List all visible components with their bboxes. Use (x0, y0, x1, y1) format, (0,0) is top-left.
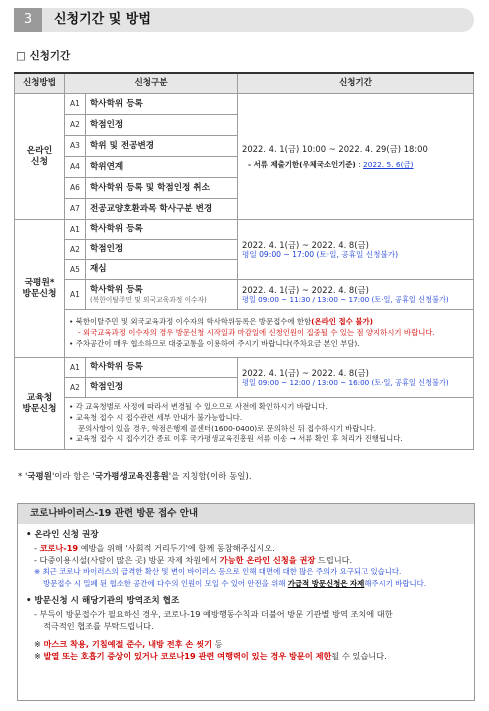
row-name: 재심 (86, 260, 238, 280)
row-name: 학점인정 (86, 378, 238, 398)
footnote: * '국평원'이라 함은 '국가평생교육진흥원'을 지칭함(이하 동일). (18, 472, 252, 482)
row-code: A5 (65, 260, 86, 280)
visit-period-2: 2022. 4. 1(금) ~ 2022. 4. 8(금) 평일 09:00 ~ 11:30 / 13:00 ~ 17:00 (토·일, 공휴일 신청불가) (238, 280, 474, 310)
row-name: 전공교양호환과목 학사구분 변경 (86, 199, 238, 220)
row-code: A1 (65, 94, 86, 115)
section-title: 신청기간 및 방법 (54, 12, 151, 27)
row-code: A7 (65, 199, 86, 220)
row-name: 학점인정 (86, 240, 238, 260)
visit-period: 2022. 4. 1(금) ~ 2022. 4. 8(금) 평일 09:00 ~ 17:00 (토·일, 공휴일 신청불가) (238, 220, 474, 280)
row-name: 학점인정 (86, 115, 238, 136)
covid-notice-title: 코로나바이러스-19 관련 방문 접수 안내 (18, 504, 474, 524)
table-row (15, 310, 474, 358)
method-online: 온라인 신청 (15, 94, 65, 220)
row-name: 학사학위 등록 (북한이탈주민 및 외국교육과정 이수자) (86, 280, 238, 310)
row-code: A2 (65, 378, 86, 398)
row-code: A2 (65, 240, 86, 260)
row-name: 학사학위 등록 (86, 358, 238, 378)
section-number: 3 (14, 8, 42, 32)
row-code: A1 (65, 358, 86, 378)
row-code: A1 (65, 280, 86, 310)
table-row (15, 94, 474, 115)
table-row (15, 358, 474, 378)
row-code: A2 (65, 115, 86, 136)
row-code: A3 (65, 136, 86, 157)
row-name: 학사학위 등록 (86, 94, 238, 115)
row-name: 학위연계 (86, 157, 238, 178)
section-header (14, 8, 474, 32)
covid-notice-box (17, 503, 475, 701)
row-name: 학위 및 전공변경 (86, 136, 238, 157)
visit-notes: • 북한이탈주민 및 외국교육과정 이수자의 학사학위등록은 방문접수에 한함(온라인 접수 불가) - 외국교육과정 이수자의 경우 방문신청 시작일과 마감일에 신청인원이 집중될 수 있는 점 양지하시기 바랍니다. • 주차공간이 매우 협소하므로 대중교통을 이용하여 주시기 바랍니다(주차요금 본인 부담). (65, 310, 474, 358)
online-period: 2022. 4. 1(금) 10:00 ~ 2022. 4. 29(금) 18:00 - 서류 제출기한(우체국소인기준) : 2022. 5. 6(금) (238, 94, 474, 220)
table-header-row (15, 73, 474, 94)
row-code: A1 (65, 220, 86, 240)
method-office: 교육청 방문신청 (15, 358, 65, 450)
row-code: A6 (65, 178, 86, 199)
covid-notice-body: • 온라인 신청 권장 - 코로나-19 예방을 위해 '사회적 거리두기'에 함께 동참해주십시오. - 다중이용시설(사람이 많은 곳) 방문 자제 차원에서 가능한 온라인 신청을 권장 드립니다. ※ 최근 코로나 바이러스의 급격한 확산 및 변이 바이러스 등으로 인해 대면에 대한 많은 주의가 요구되고 있습니다. 방문접수 시 밀폐 된 협소한 공간에 다수의 인원이 모일 수 있어 안전을 위해 가급적 방문신청은 자제해주시기 바랍니다. • 방문신청 시 해당기관의 방역조치 협조 - 부득이 방문접수가 필요하신 경우, 코로나-19 예방행동수칙과 더불어 방문 기관별 방역 조치에 대한 적극적인 협조를 부탁드립니다. ※ 마스크 착용, 기침예절 준수, 내방 전후 손 씻기 등 ※ 발열 또는 호흡기 증상이 있거나 코로나19 관련 여행력이 있는 경우 방문이 제한될 수 있습니다. (26, 530, 427, 662)
method-visit: 국평원* 방문신청 (15, 220, 65, 358)
header-type: 신청구분 (65, 73, 238, 94)
office-notes: • 각 교육청별로 사정에 따라서 변경될 수 있으므로 사전에 확인하시기 바랍니다. • 교육청 접수 시 접수관련 세부 안내가 불가능합니다. 문의사항이 있을 경우, 학점은행제 콜센터(1600-0400)로 문의하신 뒤 접수하시기 바랍니다. • 교육청 접수 시 접수기간 종료 이후 국가평생교육진흥원 서류 이송 → 서류 확인 후 처리가 진행됩니다. (65, 398, 474, 450)
table-row (15, 280, 474, 310)
header-method: 신청방법 (15, 73, 65, 94)
header-period: 신청기간 (238, 73, 474, 94)
row-name: 학사학위 등록 및 학점인정 취소 (86, 178, 238, 199)
office-period: 2022. 4. 1(금) ~ 2022. 4. 8(금) 평일 09:00 ~ 12:00 / 13:00 ~ 16:00 (토·일, 공휴일 신청불가) (238, 358, 474, 398)
table-row (15, 398, 474, 450)
table-row (15, 220, 474, 240)
row-name: 학사학위 등록 (86, 220, 238, 240)
row-code: A4 (65, 157, 86, 178)
subtitle: □ 신청기간 (16, 50, 71, 62)
application-period-table (14, 72, 474, 450)
